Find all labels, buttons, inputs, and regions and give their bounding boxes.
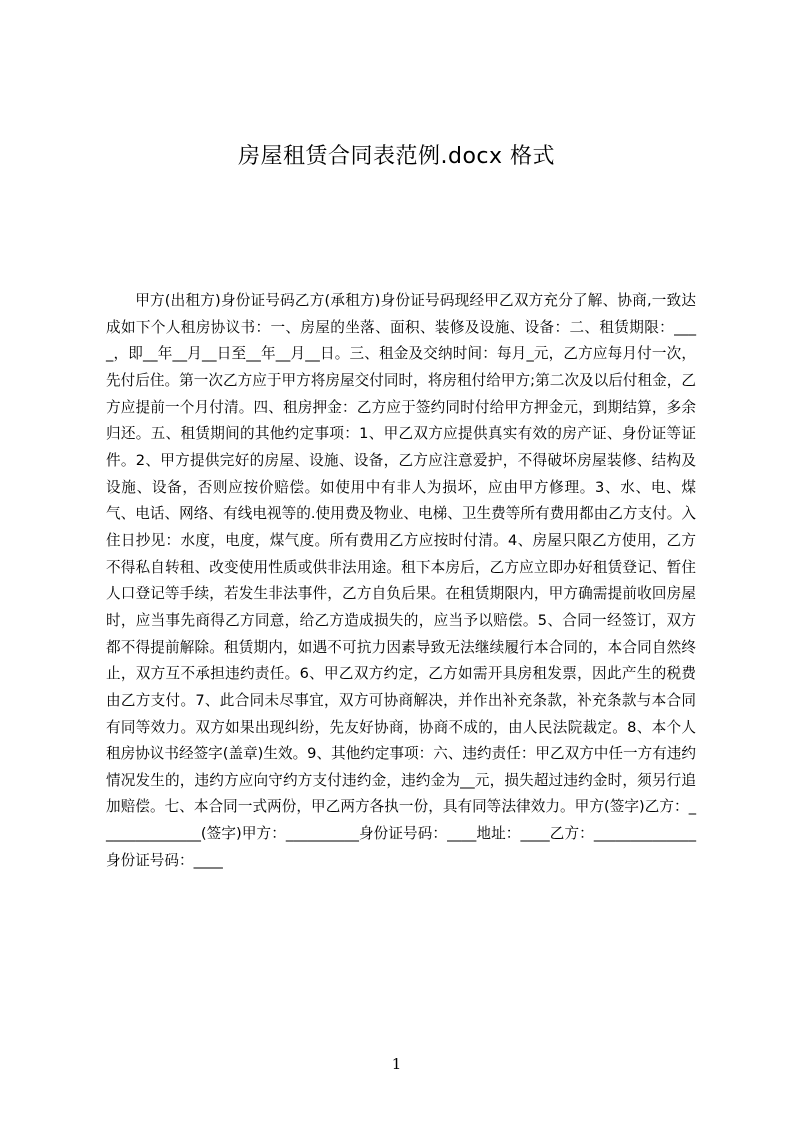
page-number: 1	[391, 1055, 402, 1073]
document-title: 房屋租赁合同表范例.docx 格式	[237, 144, 556, 169]
contract-body-paragraph: 甲方(出租方)身份证号码乙方(承租方)身份证号码现经甲乙双方充分了解、协商,一致达成如下个人租房协议书：一、房屋的坐落、面积、装修及设施、设备：二、租赁期限：____，即__年__月__日至__年__月__日。三、租金及交纳时间：每月_元，乙方应每月付一次，先付后住。第一次乙方应于甲方将房屋交付同时，将房租付给甲方;第二次及以后付租金，乙方应提前一个月付清。四、租房押金：乙方应于签约同时付给甲方押金元，到期结算，多余归还。五、租赁期间的其他约定事项：1、甲乙双方应提供真实有效的房产证、身份证等证件。2、甲方提供完好的房屋、设施、设备，乙方应注意爱护，不得破坏房屋装修、结构及设施、设备，否则应按价赔偿。如使用中有非人为损坏，应由甲方修理。3、水、电、煤气、电话、网络、有线电视等的.使用费及物业、电梯、卫生费等所有费用都由乙方支付。入住日抄见：水度，电度，煤气度。所有费用乙方应按时付清。4、房屋只限乙方使用，乙方不得私自转租、改变使用性质或供非法用途。租下本房后，乙方应立即办好租赁登记、暂住人口登记等手续，若发生非法事件，乙方自负后果。在租赁期限内，甲方确需提前收回房屋时，应当事先商得乙方同意，给乙方造成损失的，应当予以赔偿。5、合同一经签订，双方都不得提前解除。租赁期内，如遇不可抗力因素导致无法继续履行本合同的，本合同自然终止，双方互不承担违约责任。6、甲乙双方约定，乙方如需开具房租发票，因此产生的税费由乙方支付。7、此合同未尽事宜，双方可协商解决，并作出补充条款，补充条款与本合同有同等效力。双方如果出现纠纷，先友好协商，协商不成的，由人民法院裁定。8、本个人租房协议书经签字(盖章)生效。9、其他约定事项：六、违约责任：甲乙双方中任一方有违约情况发生的，违约方应向守约方支付违约金，违约金为__元，损失超过违约金时，须另行追加赔偿。七、本合同一式两份，甲乙两方各执一份，具有同等法律效力。甲方(签字)乙方：______________(签字)甲方：__________身份证号码：____地址：____乙方：______________身份证号码：____	[106, 292, 696, 869]
